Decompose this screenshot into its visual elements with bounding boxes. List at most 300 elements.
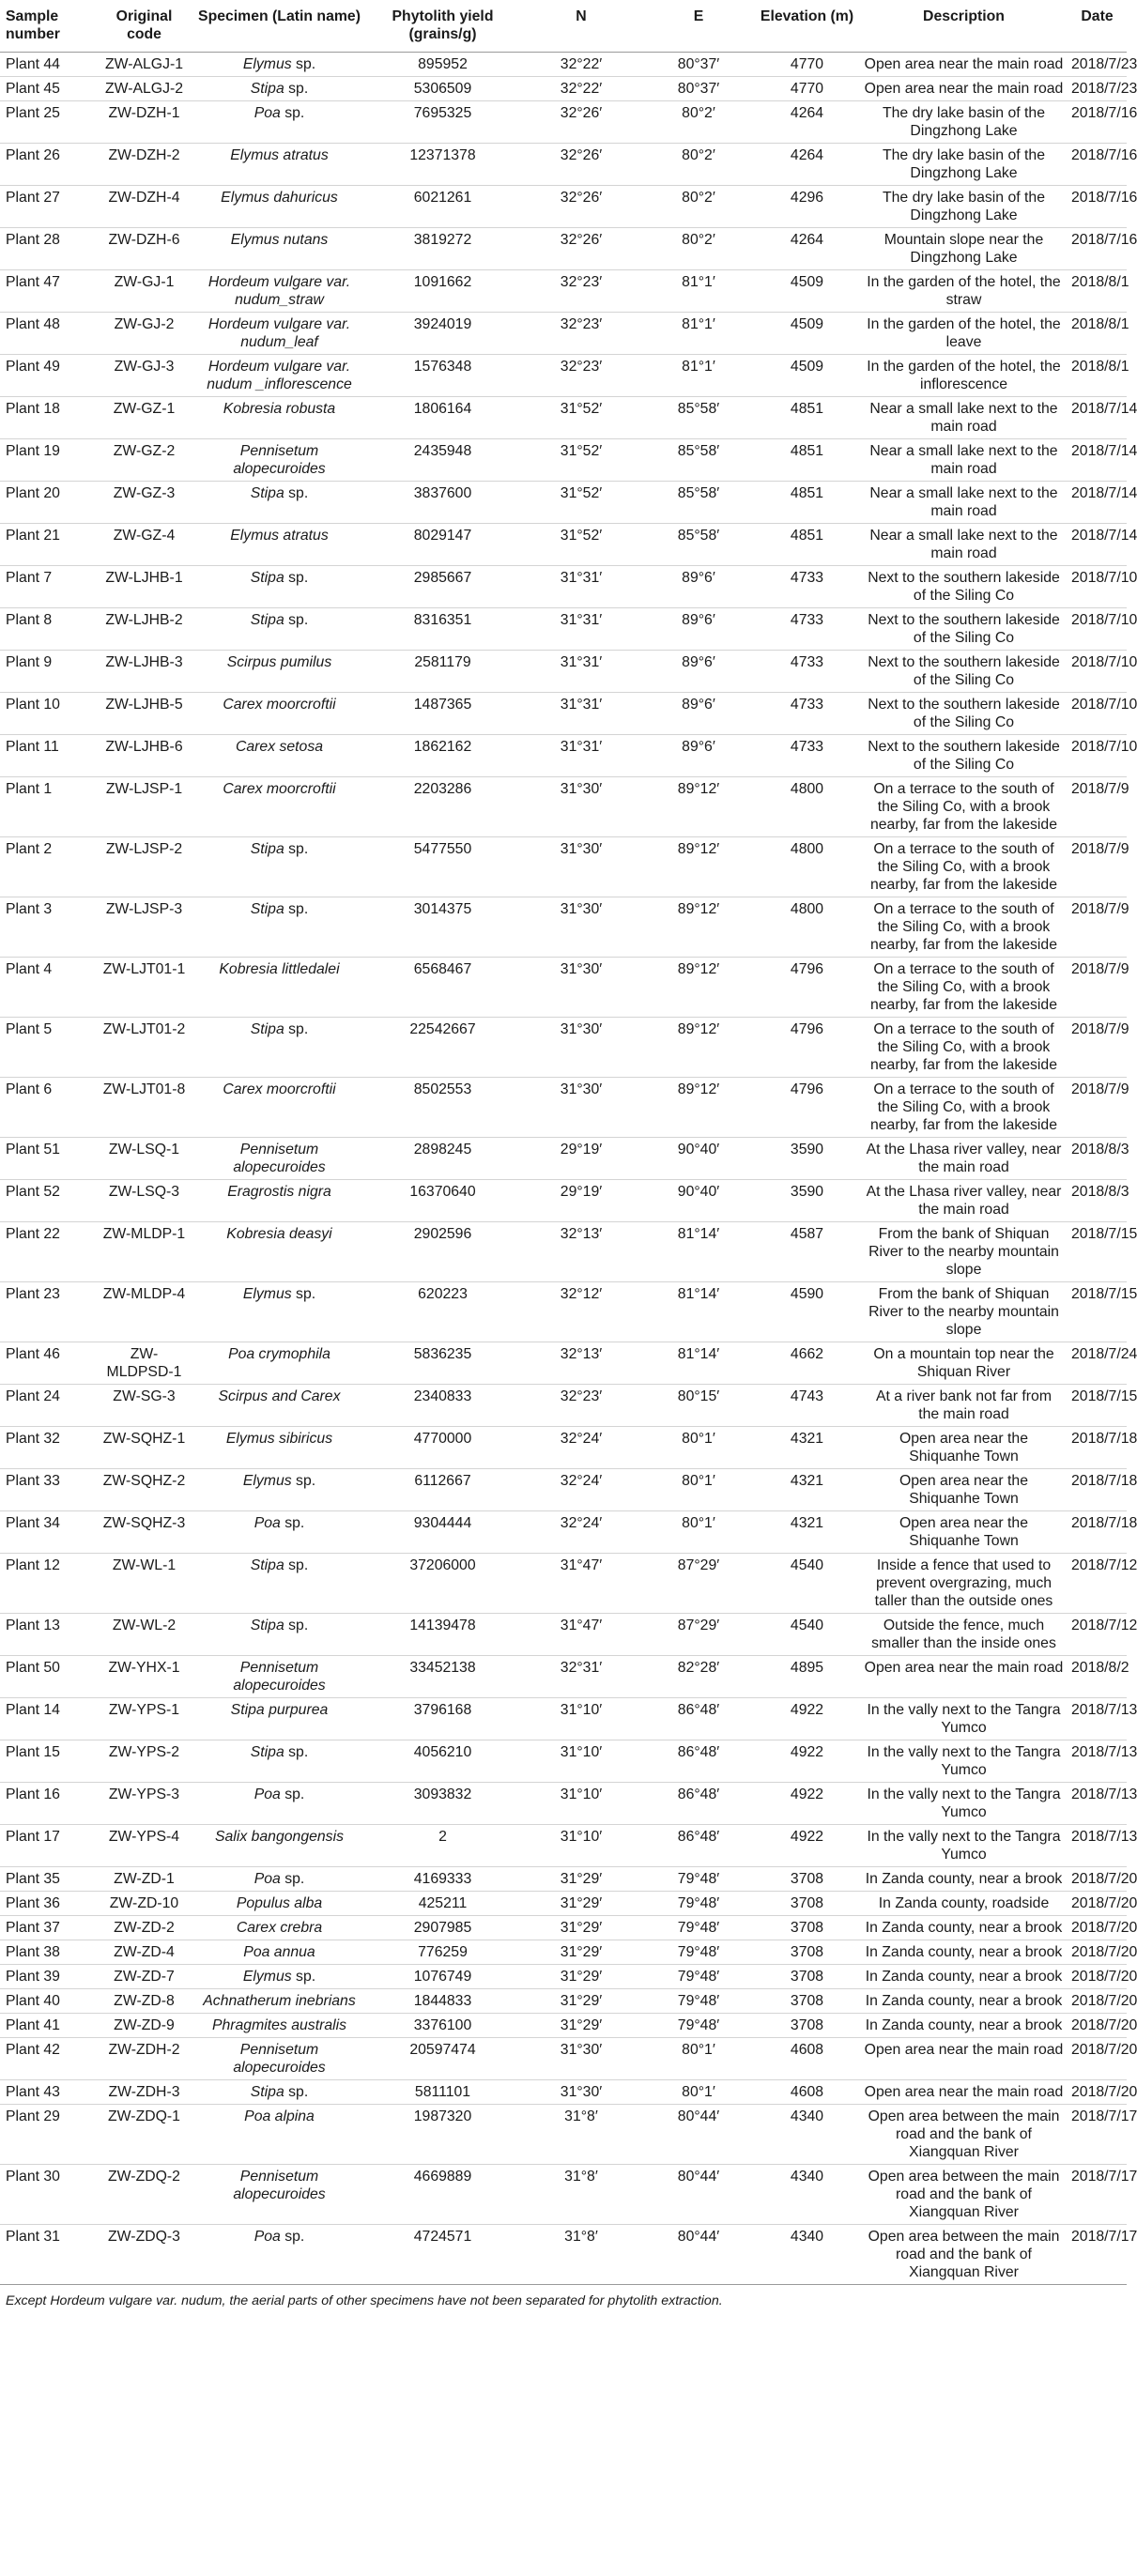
table-row: [0, 228, 1127, 270]
cell-longitude: 81°1′: [643, 270, 754, 313]
cell-longitude: 86°48′: [643, 1783, 754, 1825]
cell-latitude: 31°31′: [519, 735, 643, 777]
cell-elevation: 4608: [754, 2038, 860, 2080]
cell-elevation: 4851: [754, 524, 860, 566]
specimen-latin-name: Carex moorcroftii: [223, 1081, 336, 1097]
cell-specimen: [192, 355, 366, 397]
cell-longitude: 80°2′: [643, 101, 754, 144]
table-row: [0, 524, 1127, 566]
cell-longitude: 86°48′: [643, 1698, 754, 1740]
cell-longitude: 80°37′: [643, 53, 754, 77]
cell-date: 2018/7/20: [1068, 1892, 1127, 1916]
cell-elevation: 4895: [754, 1656, 860, 1698]
cell-phytolith-yield: 3837600: [366, 482, 519, 524]
cell-date: 2018/7/20: [1068, 1867, 1127, 1892]
specimen-latin-name: Poa: [254, 1786, 281, 1802]
cell-date: 2018/7/14: [1068, 397, 1127, 439]
cell-longitude: 79°48′: [643, 1867, 754, 1892]
cell-original-code: ZW-LJHB-2: [96, 608, 192, 651]
cell-specimen: [192, 1018, 366, 1078]
cell-elevation: 4733: [754, 735, 860, 777]
cell-original-code: ZW-LJT01-1: [96, 958, 192, 1018]
cell-original-code: ZW-SQHZ-3: [96, 1511, 192, 1554]
cell-original-code: ZW-DZH-4: [96, 186, 192, 228]
cell-elevation: 4770: [754, 53, 860, 77]
cell-sample-number: Plant 15: [0, 1740, 96, 1783]
cell-specimen: [192, 1469, 366, 1511]
cell-phytolith-yield: 3796168: [366, 1698, 519, 1740]
cell-longitude: 89°6′: [643, 693, 754, 735]
table-row: [0, 1656, 1127, 1698]
cell-latitude: 31°30′: [519, 897, 643, 958]
cell-description: In Zanda county, near a brook: [860, 1916, 1068, 1940]
cell-specimen: [192, 1180, 366, 1222]
cell-date: 2018/7/17: [1068, 2165, 1127, 2225]
cell-elevation: 4800: [754, 837, 860, 897]
cell-description: Open area near the Shiquanhe Town: [860, 1427, 1068, 1469]
cell-latitude: 32°24′: [519, 1511, 643, 1554]
header-date: Date: [1068, 0, 1127, 53]
cell-phytolith-yield: 6112667: [366, 1469, 519, 1511]
cell-date: 2018/8/3: [1068, 1138, 1127, 1180]
cell-date: 2018/7/14: [1068, 524, 1127, 566]
cell-original-code: ZW-ZDH-2: [96, 2038, 192, 2080]
cell-original-code: ZW-YHX-1: [96, 1656, 192, 1698]
cell-elevation: 4800: [754, 777, 860, 837]
cell-phytolith-yield: 2902596: [366, 1222, 519, 1282]
cell-latitude: 31°10′: [519, 1825, 643, 1867]
cell-longitude: 80°44′: [643, 2225, 754, 2285]
specimen-latin-name: Carex setosa: [235, 739, 324, 755]
cell-latitude: 31°29′: [519, 1916, 643, 1940]
cell-description: Open area between the main road and the bank of Xiangquan River: [860, 2105, 1068, 2165]
cell-sample-number: Plant 39: [0, 1965, 96, 1989]
cell-original-code: ZW-ZD-10: [96, 1892, 192, 1916]
specimen-latin-name: Kobresia deasyi: [226, 1226, 332, 1242]
cell-description: Next to the southern lakeside of the Siling Co: [860, 608, 1068, 651]
cell-original-code: ZW-ZD-1: [96, 1867, 192, 1892]
specimen-latin-name: Hordeum vulgare var. nudum_straw: [207, 274, 351, 308]
specimen-latin-name: Kobresia robusta: [223, 401, 336, 417]
cell-original-code: ZW-YPS-3: [96, 1783, 192, 1825]
cell-elevation: 4540: [754, 1614, 860, 1656]
header-n: N: [519, 0, 643, 53]
cell-description: In the vally next to the Tangra Yumco: [860, 1825, 1068, 1867]
cell-date: 2018/7/23: [1068, 53, 1127, 77]
specimen-suffix: sp.: [280, 105, 305, 121]
cell-original-code: ZW-LSQ-3: [96, 1180, 192, 1222]
cell-phytolith-yield: 1987320: [366, 2105, 519, 2165]
cell-phytolith-yield: 4724571: [366, 2225, 519, 2285]
cell-elevation: 4509: [754, 313, 860, 355]
specimen-suffix: sp.: [284, 612, 309, 628]
cell-phytolith-yield: 5836235: [366, 1342, 519, 1385]
cell-latitude: 31°10′: [519, 1740, 643, 1783]
cell-phytolith-yield: 12371378: [366, 144, 519, 186]
specimen-latin-name: Poa: [254, 105, 281, 121]
specimen-latin-name: Stipa: [250, 485, 284, 501]
cell-description: Near a small lake next to the main road: [860, 482, 1068, 524]
cell-date: 2018/7/20: [1068, 1940, 1127, 1965]
cell-specimen: [192, 566, 366, 608]
cell-description: On a terrace to the south of the Siling Co, with a brook nearby, far from the lakeside: [860, 897, 1068, 958]
cell-sample-number: Plant 28: [0, 228, 96, 270]
table-row: [0, 1138, 1127, 1180]
cell-phytolith-yield: 2435948: [366, 439, 519, 482]
specimen-latin-name: Pennisetum alopecuroides: [233, 1142, 326, 1175]
cell-original-code: ZW-ZD-4: [96, 1940, 192, 1965]
specimen-latin-name: Stipa: [250, 1744, 284, 1760]
cell-latitude: 31°8′: [519, 2225, 643, 2285]
table-row: [0, 1282, 1127, 1342]
cell-specimen: [192, 397, 366, 439]
cell-original-code: ZW-LJSP-2: [96, 837, 192, 897]
cell-specimen: [192, 1892, 366, 1916]
specimen-latin-name: Poa crymophila: [228, 1346, 330, 1362]
cell-sample-number: Plant 32: [0, 1427, 96, 1469]
specimen-latin-name: Achnatherum inebrians: [203, 1993, 356, 2009]
cell-longitude: 81°1′: [643, 355, 754, 397]
cell-description: Open area near the Shiquanhe Town: [860, 1469, 1068, 1511]
specimen-latin-name: Poa alpina: [244, 2108, 315, 2124]
cell-longitude: 86°48′: [643, 1740, 754, 1783]
cell-phytolith-yield: 5477550: [366, 837, 519, 897]
specimen-suffix: sp.: [284, 2084, 309, 2100]
cell-phytolith-yield: 2340833: [366, 1385, 519, 1427]
cell-latitude: 31°31′: [519, 693, 643, 735]
cell-specimen: [192, 524, 366, 566]
cell-specimen: [192, 270, 366, 313]
cell-longitude: 85°58′: [643, 524, 754, 566]
cell-specimen: [192, 1916, 366, 1940]
cell-description: In the vally next to the Tangra Yumco: [860, 1740, 1068, 1783]
cell-sample-number: Plant 13: [0, 1614, 96, 1656]
cell-specimen: [192, 1825, 366, 1867]
specimen-latin-name: Scirpus pumilus: [226, 654, 332, 670]
cell-latitude: 31°47′: [519, 1614, 643, 1656]
cell-latitude: 31°52′: [519, 439, 643, 482]
cell-sample-number: Plant 21: [0, 524, 96, 566]
cell-longitude: 79°48′: [643, 1940, 754, 1965]
cell-date: 2018/7/14: [1068, 482, 1127, 524]
cell-latitude: 31°30′: [519, 2038, 643, 2080]
cell-date: 2018/7/17: [1068, 2225, 1127, 2285]
cell-sample-number: Plant 46: [0, 1342, 96, 1385]
table-row: [0, 651, 1127, 693]
cell-description: In the garden of the hotel, the inflorescence: [860, 355, 1068, 397]
cell-sample-number: Plant 49: [0, 355, 96, 397]
table-header: [0, 0, 1127, 53]
cell-elevation: 3708: [754, 2014, 860, 2038]
cell-sample-number: Plant 26: [0, 144, 96, 186]
table-row: [0, 735, 1127, 777]
specimen-latin-name: Elymus atratus: [230, 147, 329, 163]
cell-elevation: 4264: [754, 101, 860, 144]
cell-phytolith-yield: 425211: [366, 1892, 519, 1916]
cell-longitude: 79°48′: [643, 1989, 754, 2014]
cell-elevation: 4922: [754, 1740, 860, 1783]
cell-description: Open area near the main road: [860, 2080, 1068, 2105]
cell-description: At the Lhasa river valley, near the main road: [860, 1180, 1068, 1222]
cell-phytolith-yield: 2985667: [366, 566, 519, 608]
specimen-suffix: sp.: [284, 570, 309, 586]
cell-latitude: 31°29′: [519, 2014, 643, 2038]
cell-latitude: 32°12′: [519, 1282, 643, 1342]
specimen-latin-name: Stipa: [250, 1618, 284, 1633]
cell-description: Near a small lake next to the main road: [860, 397, 1068, 439]
table-row: [0, 1783, 1127, 1825]
cell-sample-number: Plant 2: [0, 837, 96, 897]
cell-phytolith-yield: 620223: [366, 1282, 519, 1342]
table-row: [0, 1427, 1127, 1469]
cell-phytolith-yield: 1806164: [366, 397, 519, 439]
cell-specimen: [192, 1656, 366, 1698]
cell-latitude: 32°26′: [519, 228, 643, 270]
cell-specimen: [192, 608, 366, 651]
cell-sample-number: Plant 19: [0, 439, 96, 482]
cell-elevation: 4851: [754, 482, 860, 524]
cell-description: In Zanda county, near a brook: [860, 1965, 1068, 1989]
specimen-latin-name: Elymus: [242, 56, 292, 72]
cell-date: 2018/7/9: [1068, 777, 1127, 837]
cell-specimen: [192, 897, 366, 958]
header-phytolith-yield: Phytolith yield (grains/g): [366, 0, 519, 53]
cell-sample-number: Plant 47: [0, 270, 96, 313]
cell-description: On a terrace to the south of the Siling Co, with a brook nearby, far from the lakeside: [860, 1018, 1068, 1078]
cell-date: 2018/8/1: [1068, 313, 1127, 355]
specimen-suffix: sp.: [284, 81, 309, 97]
specimen-latin-name: Carex moorcroftii: [223, 781, 336, 797]
specimen-latin-name: Stipa: [250, 1557, 284, 1573]
cell-elevation: 4743: [754, 1385, 860, 1427]
header-row: [0, 0, 1127, 53]
cell-date: 2018/7/15: [1068, 1222, 1127, 1282]
cell-phytolith-yield: 5811101: [366, 2080, 519, 2105]
table-row: [0, 1614, 1127, 1656]
table-row: [0, 313, 1127, 355]
cell-phytolith-yield: 33452138: [366, 1656, 519, 1698]
specimen-latin-name: Stipa: [250, 2084, 284, 2100]
specimen-suffix: sp.: [291, 1969, 316, 1985]
table-body: [0, 53, 1137, 2285]
table-row: [0, 2105, 1127, 2165]
cell-date: 2018/8/2: [1068, 1656, 1127, 1698]
cell-specimen: [192, 837, 366, 897]
cell-description: On a terrace to the south of the Siling Co, with a brook nearby, far from the lakeside: [860, 1078, 1068, 1138]
cell-description: In the vally next to the Tangra Yumco: [860, 1783, 1068, 1825]
cell-latitude: 32°26′: [519, 186, 643, 228]
cell-description: In Zanda county, near a brook: [860, 1989, 1068, 2014]
cell-sample-number: Plant 22: [0, 1222, 96, 1282]
cell-date: 2018/7/10: [1068, 735, 1127, 777]
cell-date: 2018/7/18: [1068, 1511, 1127, 1554]
cell-latitude: 29°19′: [519, 1138, 643, 1180]
specimen-latin-name: Elymus: [242, 1286, 292, 1302]
table-row: [0, 837, 1127, 897]
cell-sample-number: Plant 48: [0, 313, 96, 355]
cell-original-code: ZW-DZH-1: [96, 101, 192, 144]
table-row: [0, 693, 1127, 735]
cell-longitude: 90°40′: [643, 1138, 754, 1180]
cell-elevation: 3590: [754, 1138, 860, 1180]
cell-original-code: ZW-GJ-1: [96, 270, 192, 313]
cell-latitude: 32°13′: [519, 1222, 643, 1282]
cell-latitude: 32°23′: [519, 1385, 643, 1427]
cell-elevation: 4264: [754, 144, 860, 186]
cell-latitude: 31°29′: [519, 1940, 643, 1965]
table-row: [0, 77, 1127, 101]
cell-longitude: 80°37′: [643, 77, 754, 101]
cell-original-code: ZW-GJ-2: [96, 313, 192, 355]
specimen-suffix: sp.: [284, 1557, 309, 1573]
specimen-latin-name: Carex crebra: [236, 1920, 323, 1936]
cell-phytolith-yield: 1576348: [366, 355, 519, 397]
cell-original-code: ZW-ALGJ-2: [96, 77, 192, 101]
cell-latitude: 31°30′: [519, 2080, 643, 2105]
cell-specimen: [192, 1940, 366, 1965]
cell-description: On a mountain top near the Shiquan River: [860, 1342, 1068, 1385]
cell-date: 2018/7/24: [1068, 1342, 1127, 1385]
table-row: [0, 1180, 1127, 1222]
cell-date: 2018/7/16: [1068, 144, 1127, 186]
specimen-latin-name: Elymus dahuricus: [221, 190, 338, 206]
cell-elevation: 3708: [754, 1989, 860, 2014]
cell-latitude: 32°26′: [519, 101, 643, 144]
cell-description: Open area between the main road and the bank of Xiangquan River: [860, 2225, 1068, 2285]
cell-elevation: 4922: [754, 1825, 860, 1867]
cell-specimen: [192, 1698, 366, 1740]
cell-phytolith-yield: 8502553: [366, 1078, 519, 1138]
cell-latitude: 31°29′: [519, 1965, 643, 1989]
specimen-latin-name: Scirpus and Carex: [218, 1388, 341, 1404]
cell-description: In Zanda county, near a brook: [860, 1940, 1068, 1965]
cell-description: In the garden of the hotel, the leave: [860, 313, 1068, 355]
cell-original-code: ZW-MLDP-4: [96, 1282, 192, 1342]
cell-phytolith-yield: 37206000: [366, 1554, 519, 1614]
specimen-latin-name: Stipa: [250, 841, 284, 857]
cell-latitude: 31°52′: [519, 397, 643, 439]
cell-phytolith-yield: 4770000: [366, 1427, 519, 1469]
header-elevation: Elevation (m): [754, 0, 860, 53]
cell-date: 2018/7/13: [1068, 1825, 1127, 1867]
cell-latitude: 32°26′: [519, 144, 643, 186]
cell-longitude: 90°40′: [643, 1180, 754, 1222]
table-row: [0, 958, 1127, 1018]
cell-original-code: ZW-ZDQ-2: [96, 2165, 192, 2225]
cell-phytolith-yield: 6021261: [366, 186, 519, 228]
cell-sample-number: Plant 3: [0, 897, 96, 958]
cell-elevation: 4733: [754, 608, 860, 651]
cell-sample-number: Plant 51: [0, 1138, 96, 1180]
cell-sample-number: Plant 9: [0, 651, 96, 693]
cell-longitude: 80°2′: [643, 228, 754, 270]
table-row: [0, 1965, 1127, 1989]
cell-sample-number: Plant 37: [0, 1916, 96, 1940]
cell-date: 2018/7/10: [1068, 651, 1127, 693]
cell-date: 2018/7/18: [1068, 1427, 1127, 1469]
cell-description: Open area near the main road: [860, 53, 1068, 77]
specimen-suffix: sp.: [284, 1744, 309, 1760]
specimen-latin-name: Stipa: [250, 612, 284, 628]
cell-latitude: 31°10′: [519, 1698, 643, 1740]
table-row: [0, 1554, 1127, 1614]
cell-specimen: [192, 1342, 366, 1385]
cell-date: 2018/8/3: [1068, 1180, 1127, 1222]
cell-phytolith-yield: 20597474: [366, 2038, 519, 2080]
cell-phytolith-yield: 3924019: [366, 313, 519, 355]
cell-longitude: 89°6′: [643, 735, 754, 777]
cell-specimen: [192, 1282, 366, 1342]
cell-phytolith-yield: 1487365: [366, 693, 519, 735]
cell-date: 2018/7/17: [1068, 2105, 1127, 2165]
cell-date: 2018/7/20: [1068, 2038, 1127, 2080]
cell-specimen: [192, 1222, 366, 1282]
specimen-latin-name: Stipa purpurea: [230, 1702, 329, 1718]
cell-sample-number: Plant 16: [0, 1783, 96, 1825]
cell-sample-number: Plant 10: [0, 693, 96, 735]
table-row: [0, 482, 1127, 524]
header-specimen: Specimen (Latin name): [192, 0, 366, 53]
cell-latitude: 31°30′: [519, 777, 643, 837]
cell-sample-number: Plant 11: [0, 735, 96, 777]
cell-longitude: 86°48′: [643, 1825, 754, 1867]
cell-elevation: 4321: [754, 1511, 860, 1554]
cell-latitude: 32°23′: [519, 355, 643, 397]
cell-sample-number: Plant 30: [0, 2165, 96, 2225]
specimen-suffix: sp.: [280, 1786, 305, 1802]
cell-sample-number: Plant 52: [0, 1180, 96, 1222]
cell-sample-number: Plant 40: [0, 1989, 96, 2014]
cell-sample-number: Plant 44: [0, 53, 96, 77]
table-row: [0, 1511, 1127, 1554]
specimen-latin-name: Hordeum vulgare var. nudum _inflorescence: [207, 359, 352, 392]
cell-phytolith-yield: 4669889: [366, 2165, 519, 2225]
specimen-latin-name: Elymus atratus: [230, 528, 329, 544]
cell-date: 2018/7/20: [1068, 1989, 1127, 2014]
specimen-suffix: sp.: [280, 1871, 305, 1887]
table-row: [0, 2080, 1127, 2105]
cell-longitude: 87°29′: [643, 1614, 754, 1656]
cell-elevation: 4851: [754, 397, 860, 439]
cell-specimen: [192, 77, 366, 101]
cell-phytolith-yield: 22542667: [366, 1018, 519, 1078]
cell-latitude: 31°30′: [519, 1078, 643, 1138]
cell-original-code: ZW-LJSP-3: [96, 897, 192, 958]
cell-longitude: 81°14′: [643, 1222, 754, 1282]
table-row: [0, 186, 1127, 228]
table-row: [0, 1469, 1127, 1511]
cell-longitude: 89°12′: [643, 837, 754, 897]
cell-date: 2018/8/1: [1068, 270, 1127, 313]
cell-original-code: ZW-ZD-9: [96, 2014, 192, 2038]
cell-specimen: [192, 651, 366, 693]
cell-sample-number: Plant 35: [0, 1867, 96, 1892]
cell-longitude: 89°6′: [643, 651, 754, 693]
specimen-latin-name: Elymus: [242, 1473, 292, 1489]
cell-sample-number: Plant 45: [0, 77, 96, 101]
cell-elevation: 4264: [754, 228, 860, 270]
cell-specimen: [192, 439, 366, 482]
cell-sample-number: Plant 36: [0, 1892, 96, 1916]
specimen-suffix: sp.: [284, 841, 309, 857]
cell-longitude: 89°6′: [643, 608, 754, 651]
cell-original-code: ZW-YPS-2: [96, 1740, 192, 1783]
table-row: [0, 1698, 1127, 1740]
specimen-suffix: sp.: [284, 485, 309, 501]
cell-longitude: 80°1′: [643, 1427, 754, 1469]
specimen-latin-name: Kobresia littledalei: [219, 961, 340, 977]
cell-specimen: [192, 2225, 366, 2285]
